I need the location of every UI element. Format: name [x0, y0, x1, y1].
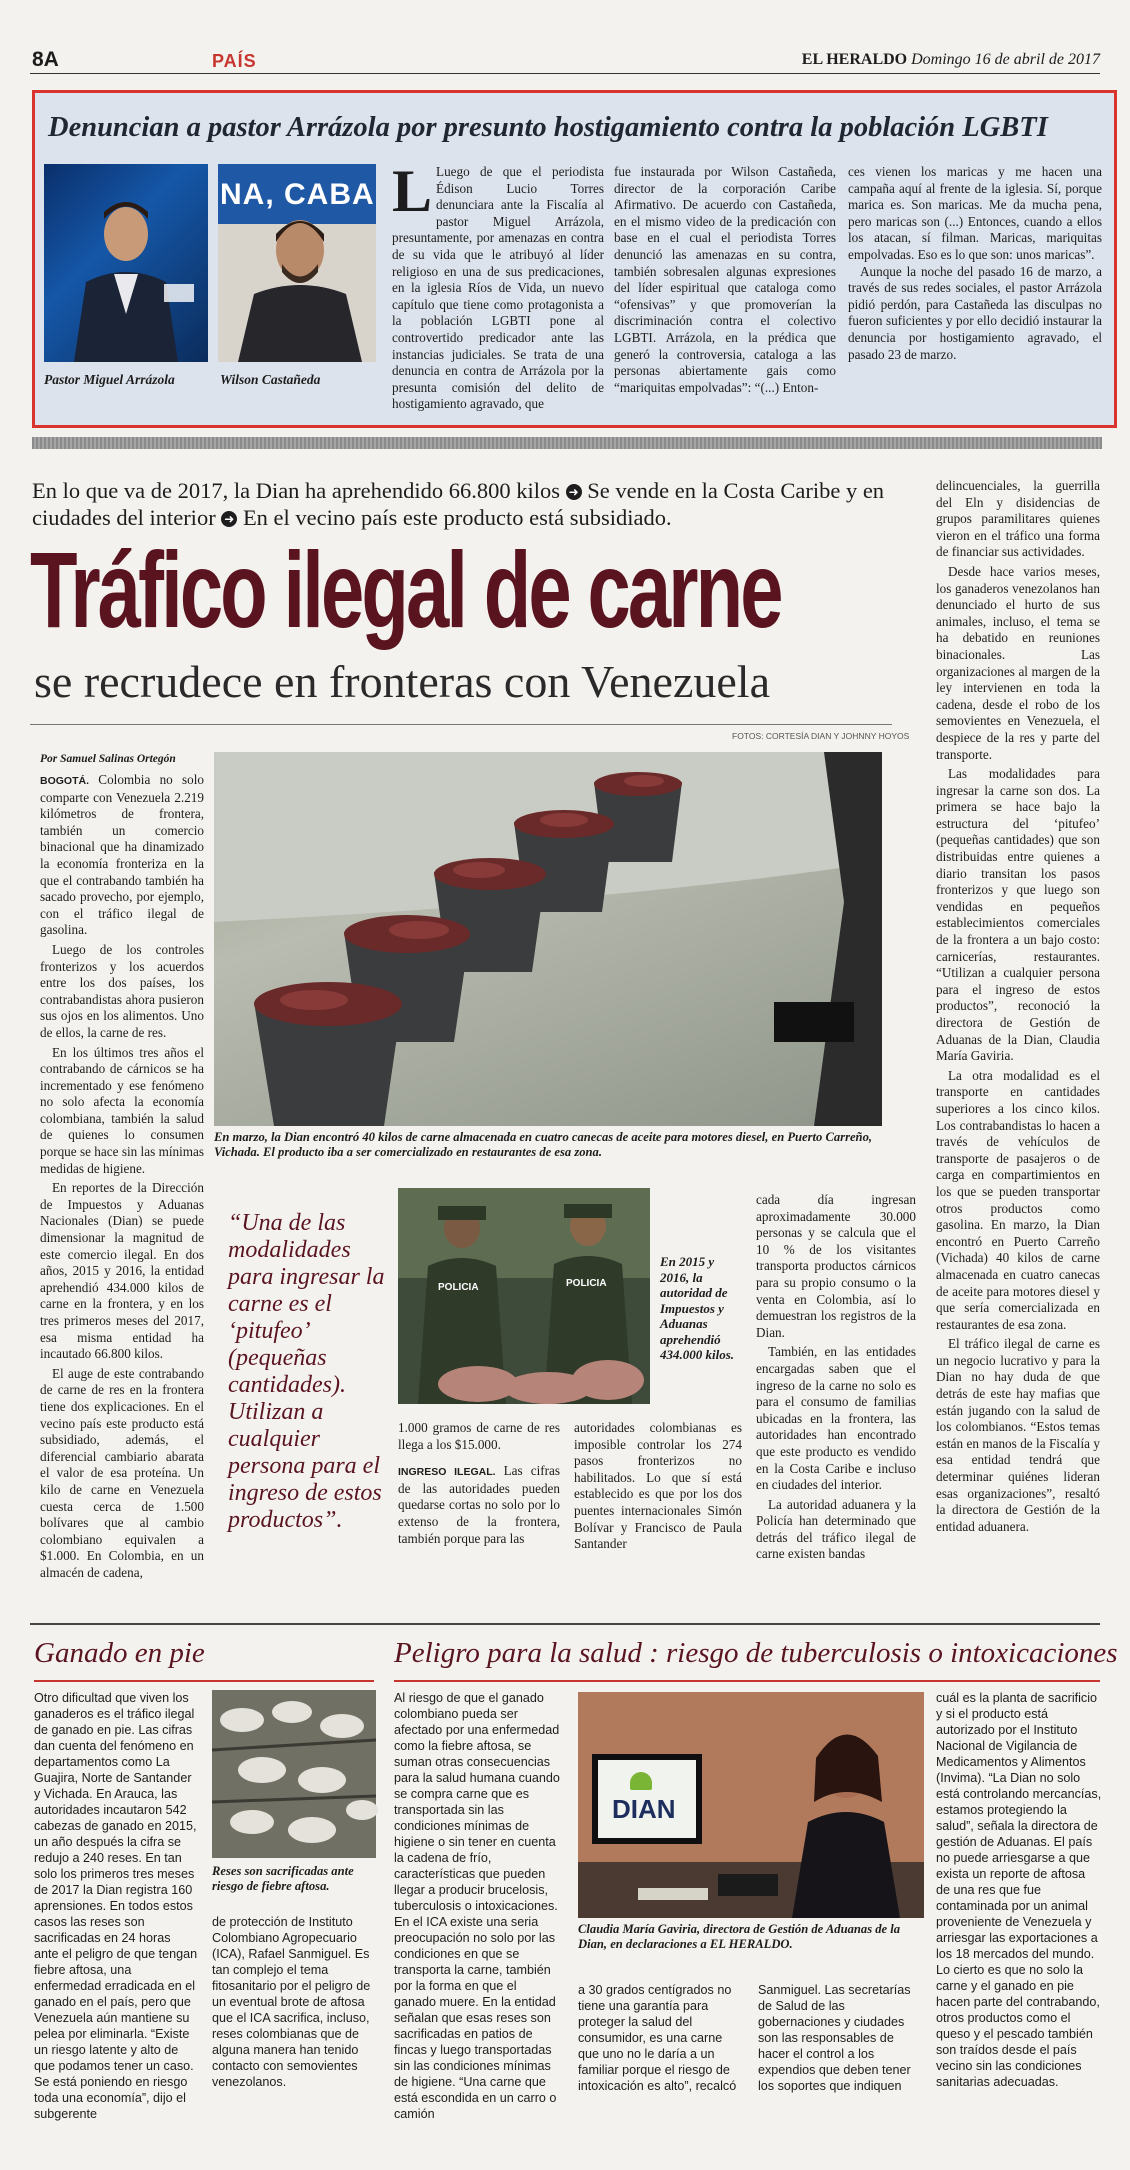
mid-p1: 1.000 gramos de carne de res llega a los $15.000.	[398, 1420, 560, 1452]
cattle-photo-caption: Reses son sacrificadas ante riesgo de fiebre aftosa.	[212, 1864, 354, 1893]
peligro-col-3-text: Sanmiguel. Las secretarías de Salud de las gobernaciones y ciudades son las responsables de hacer el control a los expendios que deben tener los soportes que indiquen	[758, 1983, 911, 2093]
meat-mid-column-1	[398, 1420, 560, 1610]
caption-castaneda: Wilson Castañeda	[220, 372, 321, 387]
gaviria-photo-caption: Claudia María Gaviria, directora de Gestión de Aduanas de la Dian, en declaraciones a EL HERALDO.	[578, 1922, 901, 1951]
peligro-col-4	[936, 1690, 1102, 2145]
cattle-illustration	[212, 1690, 376, 1858]
deck-arrow-icon-1: ➜	[566, 484, 582, 500]
deck-part-1: En lo que va de 2017, la Dian ha aprehendido 66.800 kilos	[32, 478, 561, 503]
photo-cattle	[212, 1690, 376, 1858]
mid-p2-text: Las cifras de las autoridades pueden quedarse cortas no solo por lo extenso de la frontera, también porque para las	[398, 1463, 561, 1546]
meat-buckets-illustration	[214, 752, 882, 1126]
drop-cap: L	[392, 158, 433, 224]
meat-subhead: se recrudece en fronteras con Venezuela	[34, 656, 770, 707]
meat-right-column	[936, 478, 1100, 1608]
photo-police-officers	[398, 1188, 650, 1404]
right-p2: Desde hace varios meses, los ganaderos venezolanos han denunciado el hurto de sus animales, incluso, el tema se ha debatido en reuniones binacionales. Las organizaciones al margen de la ley intervienen en toda la cadena, desde el robo de los semovientes en Venezuela, el despiece de la res y parte del transporte.	[936, 563, 1100, 762]
left-p1-text: Colombia no solo comparte con Venezuela 2.219 kilómetros de frontera, también un comercio binacional que ha dinamizado la economía fronteriza en la que el contrabando también ha sacado provecho, por ejemplo, con el tráfico ilegal de gasolina.	[40, 772, 205, 938]
section-label: PAÍS	[212, 51, 257, 71]
ganado-col-1	[34, 1690, 198, 2145]
right-p4: La otra modalidad es el transporte en cantidades superiores a los cinco kilos. Los contrabandistas lo hacen a través de vehículos de transporte de pasajeros o de carga en compartimientos en los que se pueden transportar otros productos como gasolina. En marzo, la Dian encontró en Puerto Carreño (Vichada) 40 kilos de carne almacenada en cuatro canecas de aceite para motores diesel y que sería comercializada en restaurantes de esa zona.	[936, 1067, 1100, 1332]
lgbti-col-3b-text: Aunque la noche del pasado 16 de marzo, a través de sus redes sociales, el pastor Arrázola pidió perdón, para Castañeda las disculpas no fueron suficientes y por ello decidió instaurar la denuncia por hostigamiento agravado, el pasado 23 de marzo.	[848, 263, 1102, 362]
photo-pastor-arrazola	[44, 164, 208, 362]
dateline: BOGOTÁ.	[40, 775, 89, 787]
photo-claudia-gaviria	[578, 1692, 924, 1918]
meat-mid-column-3	[756, 1192, 916, 1610]
meat-left-p3: En los últimos tres años el contrabando de cárnicos se ha incrementado y ese fenómeno no solo afecta la economía colombiana, también la salud de quienes lo consumen porque se hace sin las mínimas medidas de higiene.	[40, 1044, 204, 1176]
lgbti-col-2-text: fue instaurada por Wilson Castañeda, director de la corporación Caribe Afirmativo. De acuerdo con Castañeda, en el mismo video de la predicación con base en el cual el periodista Torres denunció las amenazas en su contra, también sobresalen algunas expresiones del líder espiritual que cataloga como “ofensivas” y que promoverían la discriminación contra el colectivo LGBTI. Arrázola, en la prédica que generó la controversia, cataloga a las personas abiertamente gais como “mariquitas empolvadas”: “(...) Enton-	[614, 164, 836, 395]
lgbti-col-1-text: Luego de que el periodista Édison Lucio Torres denunciara ante la Fiscalía al pastor Miguel Arrázola, presuntamente, por amenazas en contra de su vida que le atribuyó al líder religioso en una de sus predicaciones, en la iglesia Ríos de Vida, un nuevo capítulo que tiene como protagonista a la población LGBTI pone al controvertido predicador ante las instancias judiciales. Se trata de una denuncia en contra de Arrázola por la presunta comisión del delito de hostigamiento agravado, que	[392, 164, 604, 412]
byline: Por Samuel Salinas Ortegón	[40, 753, 176, 765]
peligro-col-1	[394, 1690, 562, 2145]
castaneda-background-sign: NA, CABA	[220, 178, 375, 211]
headline-rule	[30, 724, 892, 725]
meat-left-p5: El auge de este contrabando de carne de res en la frontera tiene dos explicaciones. En el vecino país este producto está subsidiado, además, el diferencial cambiario abarata el valor de esa proteína. Un kilo de carne en Venezuela cuesta cerca de 1.500 bolívares que al cambio colombiano equivalen a $1.000. En Colombia, en un almacén de cadena,	[40, 1365, 204, 1580]
masthead-paper	[802, 51, 1100, 69]
ganado-title-rule	[34, 1680, 374, 1682]
police-photo-caption: En 2015 y 2016, la autoridad de Impuestos y Aduanas aprehendió 434.000 kilos.	[660, 1254, 735, 1362]
peligro-col-4-text: cuál es la planta de sacrificio y si el producto está autorizado por el Instituto Nacional de Vigilancia de Medicamentos y Alimentos (Invima). “La Dian no solo está controlando mercancías, estamos protegiendo la salud”, señala la directora de gestión de Aduanas. El país no puede arriesgarse a que exista un reporte de aftosa de una res que fue contaminada por un animal proveniente de Venezuela y arriesgar las exportaciones a los 18 mercados del mundo. Lo cierto es que no solo la carne y el ganado en pie hacen parte del contrabando, otros productos como el queso y el pescado también son traídos desde el país vecino sin las condiciones sanitarias adecuadas.	[936, 1691, 1102, 2089]
police-vest-label-1: POLICIA	[438, 1282, 479, 1293]
meat-headline: Tráfico ilegal de carne	[30, 529, 781, 650]
photo-meat-buckets	[214, 752, 882, 1126]
section-separator-bar	[32, 437, 1102, 449]
police-illustration	[398, 1188, 650, 1404]
meat-mid-column-2	[574, 1420, 742, 1610]
meat-left-p2: Luego de los controles fronterizos y los acuerdos entre los dos países, los contrabandistas ahora pusieron sus ojos en los alimentos. Uno de ellos, la carne de res.	[40, 941, 204, 1040]
mid3-p3: La autoridad aduanera y la Policía han determinado que detrás del tráfico ilegal de carne existen bandas	[756, 1496, 916, 1562]
photo-credit: FOTOS: CORTESÍA DIAN Y JOHNNY HOYOS	[732, 731, 910, 741]
peligro-title: Peligro para la salud : riesgo de tuberculosis o intoxicaciones	[394, 1637, 1118, 1669]
right-p1: delincuenciales, la guerrilla del Eln y disidencias de grupos paramilitares quienes vieron en el tráfico una forma de financiar sus actividades.	[936, 478, 1100, 560]
ganado-title: Ganado en pie	[34, 1637, 205, 1669]
pastor-figure-icon	[44, 164, 208, 362]
pullquote: “Una de las modalidades para ingresar la carne es el ‘pitufeo’ (pequeñas cantidades). Utilizan a cualquier persona para el ingreso de estos productos”.	[228, 1210, 385, 1533]
ganado-col-2-text: de protección de Instituto Colombiano Agropecuario (ICA), Rafael Sanmiguel. Es tan complejo el tema fitosanitario por el peligro de un eventual brote de aftosa que el ICA sacrifica, incluso, reses colombianas que de alguna manera han tenido contacto con semovientes venezolanos.	[212, 1915, 371, 2089]
caption-pastor: Pastor Miguel Arrázola	[44, 372, 175, 387]
lgbti-headline: Denuncian a pastor Arrázola por presunto hostigamiento contra la población LGBTI	[48, 112, 1048, 143]
peligro-col-2-text: a 30 grados centígrados no tiene una garantía para proteger la salud del consumidor, es una carne que uno no le daría a un familiar porque el riesgo de intoxicación es alto”, recalcó	[578, 1983, 737, 2093]
deck-part-2: Se vende en la Costa Caribe y en ciudades del interior	[32, 478, 885, 530]
peligro-col-2	[578, 1982, 742, 2145]
meat-photo-caption: En marzo, la Dian encontró 40 kilos de carne almacenada en cuatro canecas de aceite para motores diesel, en Puerto Carreño, Vichada. El producto iba a ser comercializado en restaurantes de esa zona.	[214, 1130, 873, 1159]
police-vest-label-2: POLICIA	[566, 1278, 607, 1289]
lower-section-rule	[30, 1623, 1100, 1625]
deck-part-3: En el vecino país este producto está subsidiado.	[242, 505, 672, 530]
page-number: 8A	[32, 48, 59, 71]
mid-p2	[398, 1463, 560, 1547]
photo-wilson-castaneda	[218, 164, 376, 362]
ganado-col-2	[212, 1914, 376, 2144]
lgbti-col-1	[392, 158, 604, 416]
ganado-col-1-text: Otro dificultad que viven los ganaderos es el tráfico ilegal de ganado en pie. Las cifras dan cuenta del fenómeno en departamentos como La Guajira, Norte de Santander y Vichada. En Arauca, las autoridades incautaron 542 cabezas de ganado en 2015, un año después la cifra se redujo a 240 reses. En tan solo los primeros tres meses de 2017 la Dian registra 160 aprensiones. En todos estos casos las reses son sacrificadas en 24 horas ante el peligro de que tengan fiebre aftosa, una enfermedad erradicada en el ganado en el país, pero que Venezuela aún mantiene su pelea por eliminarla. “Existe un riesgo latente y alto de que podamos tener un caso. Se está poniendo en riesgo toda una economía”, dijo el subgerente	[34, 1691, 198, 2121]
peligro-title-rule	[394, 1680, 1100, 1682]
issue-date: Domingo 16 de abril de 2017	[911, 51, 1100, 68]
mid3-p1: cada día ingresan aproximadamente 30.000 personas y se calcula que el 10 % de los visitantes transporta productos cárnicos para su propio consumo o la venta en Colombia, así lo demuestran los registros de la Dian.	[756, 1192, 916, 1340]
right-p3: Las modalidades para ingresar la carne son dos. La primera se hace bajo la estructura del ‘pitufeo’ (pequeñas cantidades) que son distribuidas entre quienes a diario transitan los pasos fronterizos y que luego son vendidas en pequeños establecimientos comerciales de la frontera a un bajo costo: carnicerías, restaurantes. “Utilizan a cualquier persona para el ingreso de estos productos”, reconoció la directora de Gestión de Aduanas de la Dian, Claudia María Gaviria.	[936, 766, 1100, 1064]
deck-arrow-icon-2: ➜	[221, 511, 237, 527]
meat-story-deck	[32, 477, 892, 531]
subhead-ingreso-ilegal: INGRESO ILEGAL.	[398, 1466, 496, 1479]
peligro-col-3	[758, 1982, 924, 2145]
dian-logo: DIAN	[612, 1794, 676, 1824]
dian-logo-mark-icon	[630, 1772, 652, 1790]
peligro-col-1-text: Al riesgo de que el ganado colombiano pueda ser afectado por una enfermedad como la fiebre aftosa, se suman otras consecuencias para la salud humana cuando se compra carne que es transportada sin las condiciones mínimas de higiene o sin tener en cuenta la cadena de frío, características que pueden llegar a producir brucelosis, tuberculosis o intoxicaciones. En el ICA existe una seria preocupación no solo por las condiciones en que se transporta la carne, también por la forma en que el ganado muere. En la entidad señalan que esas reses son sacrificadas en patios de fincas y luego transportadas sin las condiciones mínimas de higiene. “Una carne que está escondida en un carro o camión	[394, 1691, 560, 2121]
meat-left-column	[40, 772, 205, 1580]
right-p5: El tráfico ilegal de carne es un negocio lucrativo y para la Dian no hay duda de que detrás de este hay mafias que están jugando con la salud de los colombianos. “Estos temas están en manos de la Fiscalía y esa entidad tendrá que determinar quiénes lideran esas organizaciones”, resaltó la directora de Gestión de la entidad aduanera.	[936, 1336, 1100, 1534]
lgbti-col-3a-text: ces vienen los maricas y me hacen una campaña aquí al frente de la iglesia. Sí, porque marica es. Son maricas. Me da mucha pena, pero maricas son (...) Entonces, cuando a ellos los atacan, sí filman. Maricas, mariquitas empolvadas. Eso es lo que son: unos maricas”.	[848, 164, 1102, 262]
meat-left-p4: En reportes de la Dirección de Impuestos y Aduanas Nacionales (Dian) se puede dimensionar la magnitud de este comercio ilegal. En dos años, 2015 y 2016, la entidad aprehendió 434.000 kilos de carne en la frontera, y en los tres primeros meses del 2017, esa misma entidad ha incautado 66.800 kilos.	[40, 1180, 204, 1362]
lgbti-col-2	[614, 164, 836, 416]
masthead-rule	[30, 73, 1100, 74]
meat-left-p1	[40, 772, 204, 939]
mid3-p2: También, en las entidades encargadas saben que el ingreso de la carne no solo es para el consumo de familias ubicadas en la frontera, las autoridades han encontrado que este producto es vendido en la Costa Caribe e incluso en ciudades del interior.	[756, 1344, 916, 1493]
lgbti-col-3	[848, 164, 1102, 416]
mid2-p1: autoridades colombianas es imposible controlar los 274 pasos fronterizos no habilitados. Lo que sí está establecido es que por los dos puentes internacionales Simón Bolívar y Francisco de Paula Santander	[574, 1420, 742, 1552]
paper-name: EL HERALDO	[801, 51, 908, 68]
